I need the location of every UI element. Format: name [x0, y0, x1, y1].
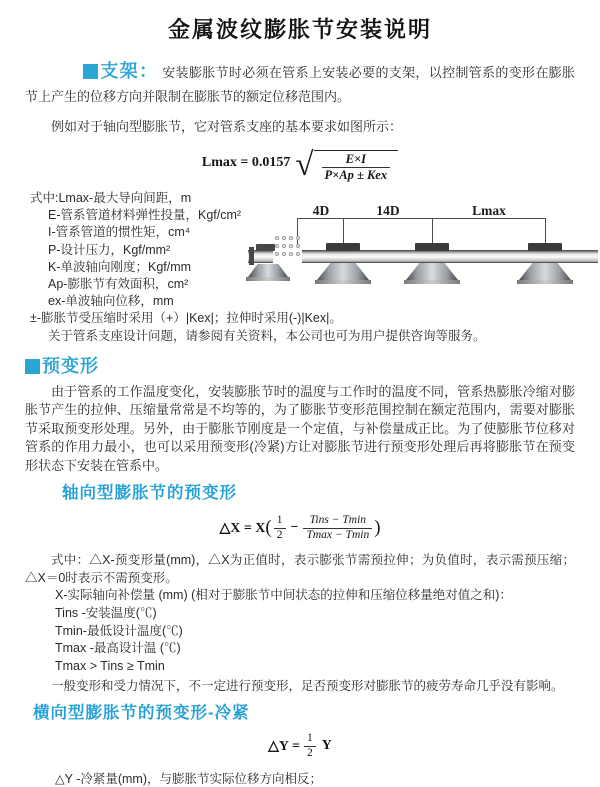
temperature-fraction — [303, 514, 372, 542]
axial-remark-text: 一般变形和受力情况下，不一定进行预变形，足否预变形对膨胀节的疲劳寿命几乎没有影响。 — [51, 679, 564, 694]
definition-line: ±-膨胀节受压缩时采用（+）|Kex|；拉伸时采用(-)|Kex|。 — [30, 311, 342, 326]
bellows-coil — [289, 244, 293, 248]
bellows-coil — [296, 252, 300, 256]
pipe-support — [315, 243, 371, 285]
support-pedestal — [519, 263, 571, 280]
definition-line: 关于管系支座设计问题，请参阅有关资料，本公司也可为用户提供咨询等服务。 — [48, 328, 486, 343]
definition-line: 式中:Lmax-最大导向间距，m — [30, 191, 192, 205]
lateral-predeform-formula — [25, 731, 575, 761]
support-example-text: 例如对于轴向型膨胀节，它对管系支座的基本要求如图所示： — [51, 119, 403, 134]
support-clamp — [528, 243, 562, 251]
definition-line: X-实际轴向补偿量 (mm) (相对于膨胀节中间状态的拉伸和压缩位移量绝对值之和)： — [55, 588, 512, 603]
bellows-coil — [275, 252, 279, 256]
definition-line: Tmax -最高设计温 (℃) — [55, 641, 181, 656]
section-marker-icon — [83, 64, 98, 79]
definition-line: K-单波轴向刚度；Kgf/mm — [48, 259, 192, 274]
fraction-denominator: Tmax − Tmin — [306, 528, 370, 541]
axial-subheading: 轴向型膨胀节的预变形 — [62, 484, 237, 503]
axial-formula-note: 式中：△X-预变形量(mm)，△X为正值时，表示膨张节需预拉伸；为负值时，表示需预压缩；△X＝0时表示不需预变形。 — [25, 553, 575, 585]
fraction-numerator: E×I — [322, 152, 391, 168]
pipe-support — [517, 243, 573, 285]
definition-line: Ap-膨胀节有效面积，cm² — [48, 277, 189, 292]
one-half-fraction — [304, 732, 316, 760]
definition-line: I-管系管道的惯性矩，cm⁴ — [48, 225, 191, 240]
support-base-plate — [404, 280, 460, 284]
dimension-tick — [297, 218, 298, 247]
fraction-numerator: Tins − Tmin — [303, 514, 372, 529]
bellows-coil — [289, 236, 293, 240]
dimension-label-4d: 4D — [312, 203, 330, 218]
pipe-support — [404, 243, 460, 285]
bellows-coil — [289, 252, 293, 256]
support-pedestal — [317, 263, 369, 280]
lmax-formula-lhs: Lmax = 0.0157 — [201, 155, 291, 170]
support-section-paragraph — [25, 59, 575, 109]
close-paren: ) — [374, 517, 381, 539]
lateral-formula-lhs: △Y = — [268, 738, 300, 754]
bellows-coil — [282, 236, 286, 240]
definition-line: ex-单波轴向位移，mm — [48, 294, 174, 309]
lateral-subheading: 横向型膨胀节的预变形-冷紧 — [33, 704, 250, 723]
dimension-label-lmax: Lmax — [472, 203, 506, 218]
support-base-plate — [315, 280, 371, 284]
support-spacing-diagram — [248, 203, 598, 298]
support-intro-text: 安装膨胀节时必须在管系上安装必要的支架，以控制管系的变形在膨胀节上产生的位移方向并限制在膨胀节的额定位移范围内。 — [25, 65, 575, 104]
lmax-formula-radicand — [314, 150, 399, 183]
fraction-numerator: 1 — [304, 732, 316, 747]
anchor-end-cap — [249, 247, 254, 265]
fraction-denominator: 2 — [276, 528, 283, 541]
square-root-icon: √ — [295, 147, 314, 183]
one-half-fraction — [274, 514, 286, 542]
lmax-formula — [25, 144, 575, 182]
bellows-coil — [296, 244, 300, 248]
bellows-coil — [296, 236, 300, 240]
axial-definitions-list — [55, 587, 575, 675]
predeform-body-text: 由于管系的工作温度变化，安装膨胀节时的温度与工作时的温度不同，管系热膨胀冷缩对膨胀节产生的拉伸、压缩量常常是不均等的，为了膨胀节变形范围控制在额定范围内，需要对膨胀节采取预变形处理。另外，由于膨胀节刚度是一个定值，与补偿量成正比。为了使膨胀节位移对管系的作用力最小，也可以采用预变形(冷紧)方让对膨胀节进行预变形处理后再将膨胀节在预变形状态下安装在管系中。 — [25, 383, 575, 473]
open-paren: ( — [265, 517, 272, 539]
predeform-section-heading — [25, 352, 575, 378]
bellows-coil — [275, 244, 279, 248]
anchor-support — [248, 264, 288, 277]
document-page — [0, 13, 600, 787]
page-title: 金属波纹膨胀节安装说明 — [167, 17, 432, 42]
definition-line: Tmax > Tins ≥ Tmin — [55, 658, 165, 673]
support-clamp — [415, 243, 449, 251]
bellows-gap — [273, 248, 302, 265]
definition-line: Tmin-最低设计温度(℃) — [55, 623, 183, 638]
document-content — [0, 13, 600, 787]
anchor-clamp — [256, 244, 275, 251]
fraction-denominator: P×Ap ± Kex — [324, 167, 388, 182]
lmax-formula-fraction — [322, 152, 391, 183]
support-base-plate — [517, 280, 573, 284]
anchor-base-plate — [246, 277, 290, 281]
support-clamp — [326, 243, 360, 251]
definition-line: Tins -安装温度(℃) — [55, 605, 157, 620]
minus-sign: − — [290, 520, 299, 536]
section-marker-icon — [25, 359, 40, 374]
predeform-section-title: 预变形 — [42, 355, 99, 376]
bellows-coil — [282, 244, 286, 248]
definition-line: P-设计压力，Kgf/mm² — [48, 242, 171, 257]
axial-formula-lhs: △X = X — [219, 520, 266, 536]
fraction-denominator: 2 — [306, 746, 313, 759]
fraction-numerator: 1 — [274, 514, 286, 529]
support-pedestal — [406, 263, 458, 280]
axial-predeform-formula — [25, 511, 575, 545]
lateral-note-text: △Y -冷紧量(mm)，与膨胀节实际位移方向相反； — [55, 772, 323, 787]
dimension-label-14d: 14D — [376, 203, 400, 218]
lateral-formula-rhs: Y — [321, 738, 332, 754]
bellows-coil — [282, 252, 286, 256]
support-section-title: 支架： — [100, 61, 159, 81]
bellows-coil — [275, 236, 279, 240]
dimension-line — [297, 218, 545, 219]
definition-line: E-管系管道材料弹性投量，Kgf/cm² — [48, 208, 242, 223]
